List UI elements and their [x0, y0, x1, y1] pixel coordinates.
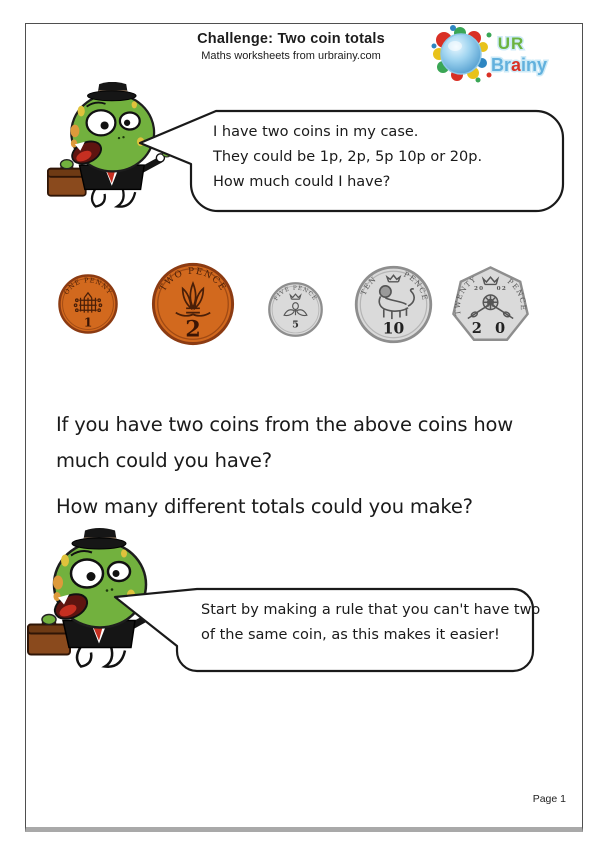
- coin-value-text: 2 0: [471, 320, 510, 338]
- monster-hat-icon: [72, 528, 126, 549]
- speech-bubble-bottom-text: [201, 598, 540, 648]
- coin-value-text: 5: [292, 319, 299, 331]
- question-paragraph-1: If you have two coins from the above coins how much could you have?: [56, 413, 513, 472]
- coin-value-text: 2: [185, 316, 201, 343]
- monster-hat-icon: [88, 82, 137, 101]
- coin-legend-text: FIVE PENCE: [273, 285, 318, 303]
- coin-legend-text: TEN: [358, 274, 379, 297]
- bubble-line: How much could I have?: [213, 174, 391, 190]
- coin-legend-text: TWENTY: [452, 274, 479, 316]
- coin-legend-text: PENCE: [402, 269, 430, 302]
- coin-year-right: 02: [496, 286, 507, 293]
- logo-head-icon: [441, 34, 481, 74]
- coin-legend-text: PENCE: [505, 276, 528, 312]
- coin-one-penny: [57, 273, 119, 335]
- urbrainy-logo: [429, 25, 553, 85]
- coin-value-text: 10: [382, 319, 405, 338]
- coin-legend-text: ONE PENNY: [62, 276, 114, 297]
- bubble-line: I have two coins in my case.: [213, 124, 419, 140]
- question-text: [56, 407, 563, 535]
- coin-two-pence: [150, 261, 236, 347]
- coin-legend-text: TWO PENCE: [158, 266, 228, 294]
- logo-text-ur: UR: [497, 34, 525, 53]
- coin-twenty-pence: [450, 265, 531, 346]
- coin-value-text: 1: [83, 314, 93, 330]
- page-title: Challenge: Two coin totals: [197, 31, 385, 47]
- bubble-line: of the same coin, as this makes it easier!: [201, 627, 500, 643]
- page-subtitle: Maths worksheets from urbrainy.com: [201, 50, 381, 62]
- speech-bubble-top-text: [213, 120, 482, 195]
- coin-five-pence: [267, 281, 324, 338]
- coin-ten-pence: [353, 264, 434, 345]
- bubble-line: Start by making a rule that you can't have two: [201, 602, 541, 618]
- question-paragraph-2: How many different totals could you make?: [56, 495, 473, 518]
- page-number: Page 1: [532, 793, 566, 805]
- worksheet-page: [25, 23, 583, 832]
- coin-year-left: 20: [474, 286, 485, 293]
- bubble-line: They could be 1p, 2p, 5p 10p or 20p.: [213, 149, 483, 165]
- logo-text-brainy: Brainy: [490, 55, 548, 75]
- logo-highlight: [448, 41, 462, 51]
- monster-legs: [92, 189, 135, 207]
